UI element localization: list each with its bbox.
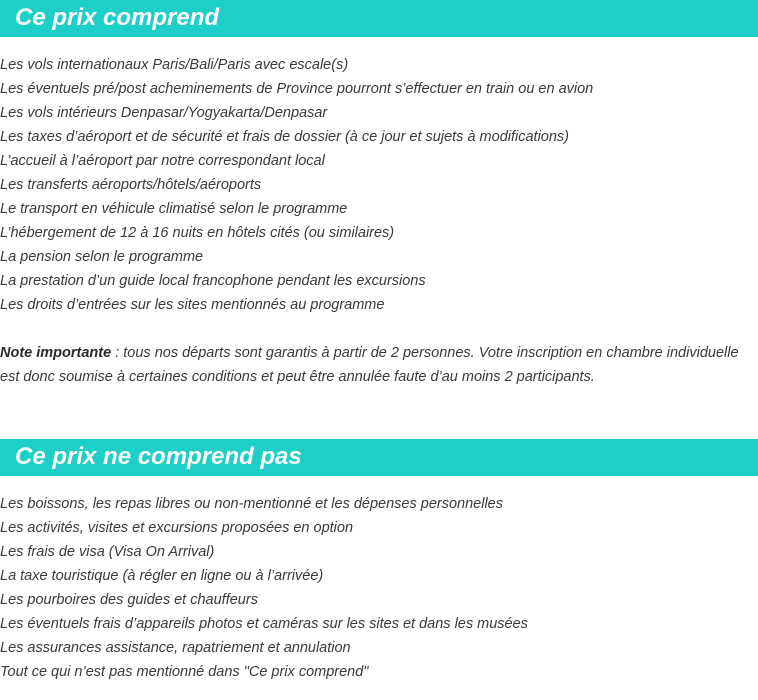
excluded-item: Les activités, visites et excursions proposées en option (0, 520, 354, 536)
included-item: Les vols intérieurs Denpasar/Yogyakarta/Denpasar (0, 105, 328, 121)
included-item: Les transferts aéroports/hôtels/aéroports (0, 177, 262, 193)
excluded-items-list (0, 492, 528, 684)
excluded-item: Les pourboires des guides et chauffeurs (0, 592, 258, 608)
included-item: L’hébergement de 12 à 16 nuits en hôtels cités (ou similaires) (0, 225, 395, 241)
included-item: Les droits d’entrées sur les sites mentionnés au programme (0, 297, 385, 313)
excluded-item: Les éventuels frais d’appareils photos et caméras sur les sites et dans les musées (0, 616, 528, 632)
included-item: La prestation d’un guide local francophone pendant les excursions (0, 273, 426, 289)
included-item: La pension selon le programme (0, 249, 204, 265)
included-item: Les taxes d’aéroport et de sécurité et frais de dossier (à ce jour et sujets à modifications) (0, 129, 570, 145)
excluded-item: La taxe touristique (à régler en ligne ou à l’arrivée) (0, 568, 324, 584)
included-item: L’accueil à l’aéroport par notre correspondant local (0, 153, 325, 169)
important-note (0, 341, 756, 389)
included-section-title: Ce prix comprend (15, 4, 220, 31)
included-section-header (0, 0, 758, 37)
excluded-item: Les frais de visa (Visa On Arrival) (0, 544, 215, 560)
important-note-text: : tous nos départs sont garantis à partir de 2 personnes. Votre inscription en chambre individuelle est donc soumise à certaines conditions et peut être annulée faute d’au moins 2 participants. (0, 345, 739, 385)
included-item: Les éventuels pré/post acheminements de Province pourront s’effectuer en train ou en avion (0, 81, 594, 97)
important-note-label: Note importante (0, 345, 112, 361)
excluded-section-title: Ce prix ne comprend pas (15, 443, 302, 470)
excluded-section-header (0, 439, 758, 476)
excluded-item: Les boissons, les repas libres ou non-mentionné et les dépenses personnelles (0, 496, 503, 512)
included-items-list (0, 53, 593, 317)
included-item: Les vols internationaux Paris/Bali/Paris avec escale(s) (0, 57, 349, 73)
excluded-item: Les assurances assistance, rapatriement et annulation (0, 640, 351, 656)
excluded-item: Tout ce qui n’est pas mentionné dans "Ce prix comprend" (0, 664, 369, 680)
included-item: Le transport en véhicule climatisé selon le programme (0, 201, 348, 217)
